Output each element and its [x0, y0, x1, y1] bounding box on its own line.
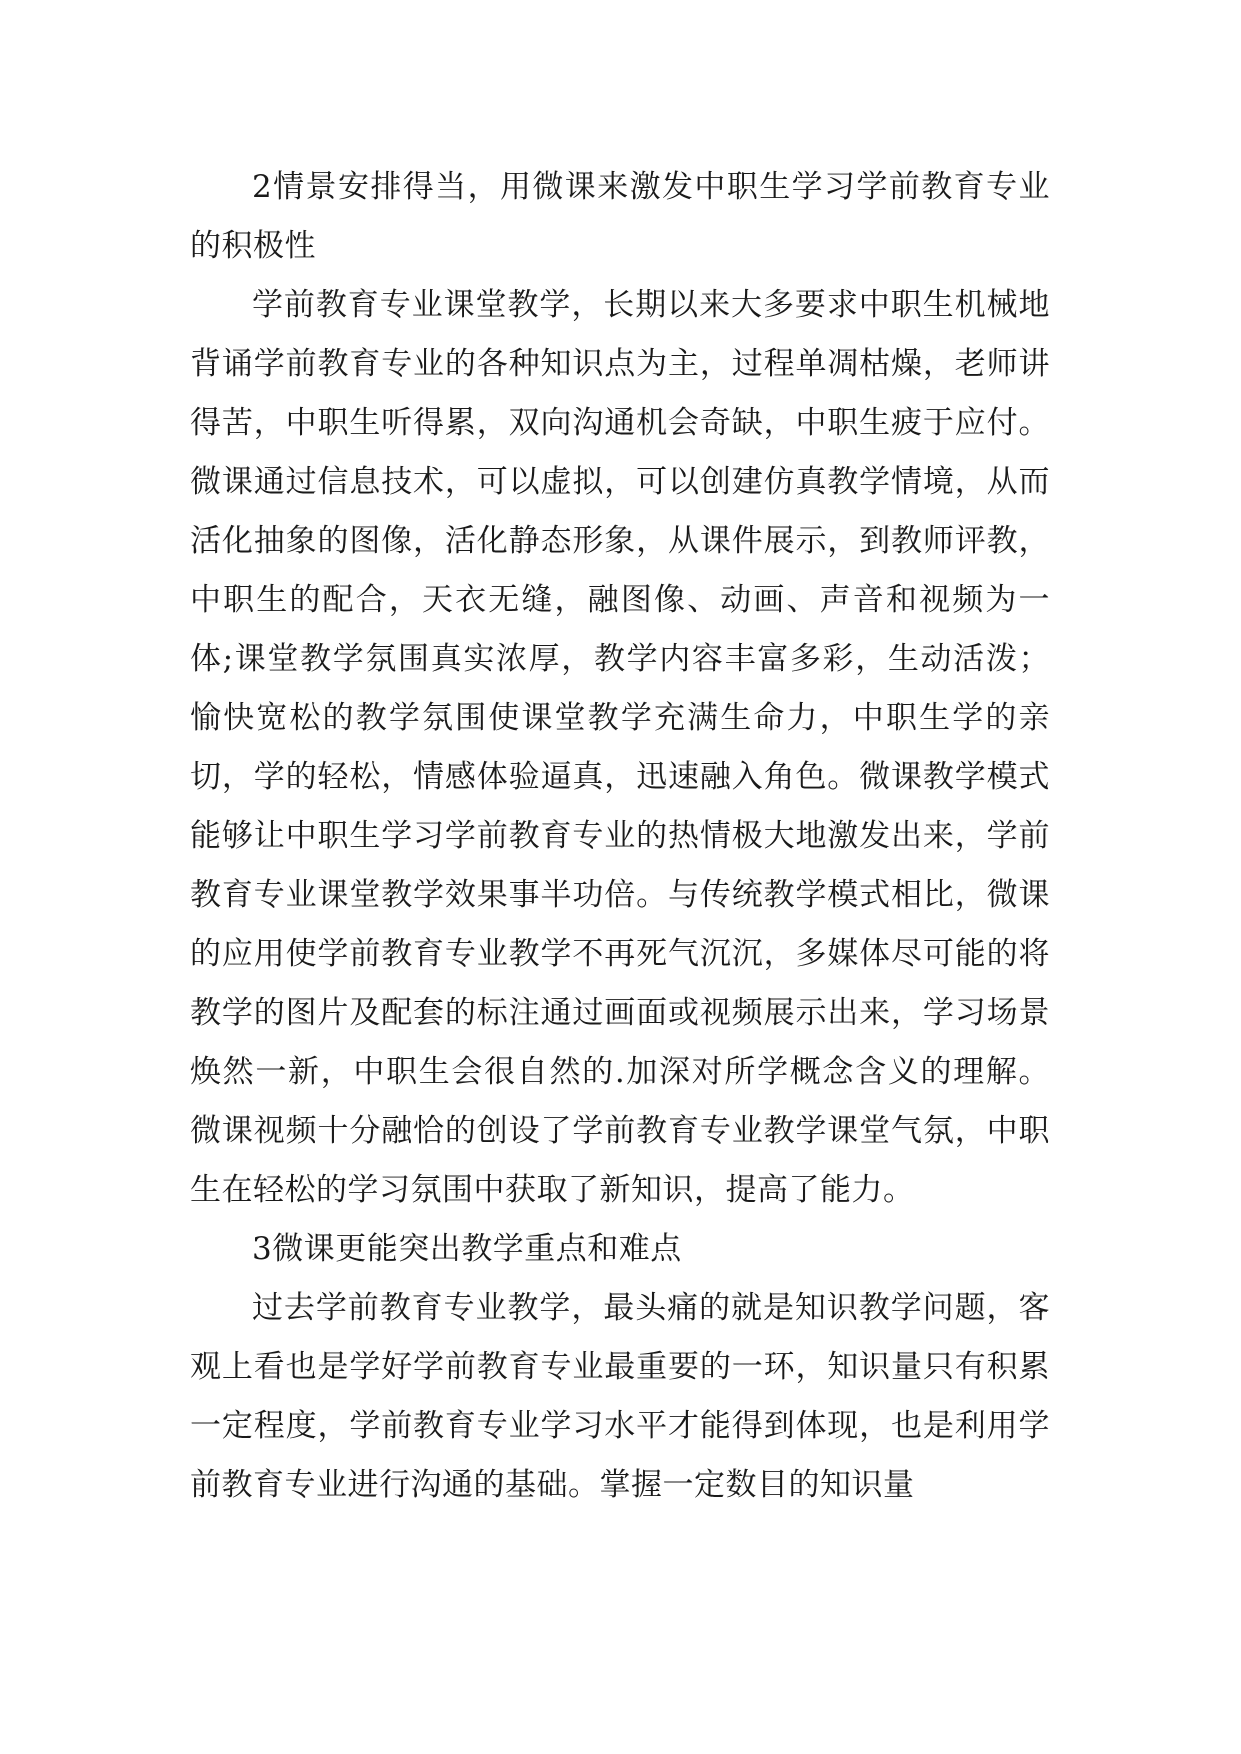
- body-paragraph: 过去学前教育专业教学，最头痛的就是知识教学问题，客观上看也是学好学前教育专业最重要的一环，知识量只有积累一定程度，学前教育专业学习水平才能得到体现，也是利用学前教育专业进行沟通的基础。掌握一定数目的知识量: [190, 1290, 1050, 1503]
- document-body: [190, 158, 1050, 1515]
- section-heading: 2情景安排得当，用微课来激发中职生学习学前教育专业的积极性: [190, 169, 1050, 264]
- section-heading: 3微课更能突出教学重点和难点: [252, 1231, 682, 1267]
- body-paragraph: 学前教育专业课堂教学，长期以来大多要求中职生机械地背诵学前教育专业的各种知识点为主，过程单凋枯燥，老师讲得苦，中职生听得累，双向沟通机会奇缺，中职生疲于应付。微课通过信息技术，可以虚拟，可以创建仿真教学情境，从而活化抽象的图像，活化静态形象，从课件展示，到教师评教，中职生的配合，天衣无缝，融图像、动画、声音和视频为一体;课堂教学氛围真实浓厚，教学内容丰富多彩，生动活泼；愉快宽松的教学氛围使课堂教学充满生命力，中职生学的亲切，学的轻松，情感体验逼真，迅速融入角色。微课教学模式能够让中职生学习学前教育专业的热情极大地激发出来，学前教育专业课堂教学效果事半功倍。与传统教学模式相比，微课的应用使学前教育专业教学不再死气沉沉，多媒体尽可能的将教学的图片及配套的标注通过画面或视频展示出来，学习场景焕然一新，中职生会很自然的.加深对所学概念含义的理解。微课视频十分融恰的创设了学前教育专业教学课堂气氛，中职生在轻松的学习氛围中获取了新知识，提高了能力。: [190, 287, 1050, 1208]
